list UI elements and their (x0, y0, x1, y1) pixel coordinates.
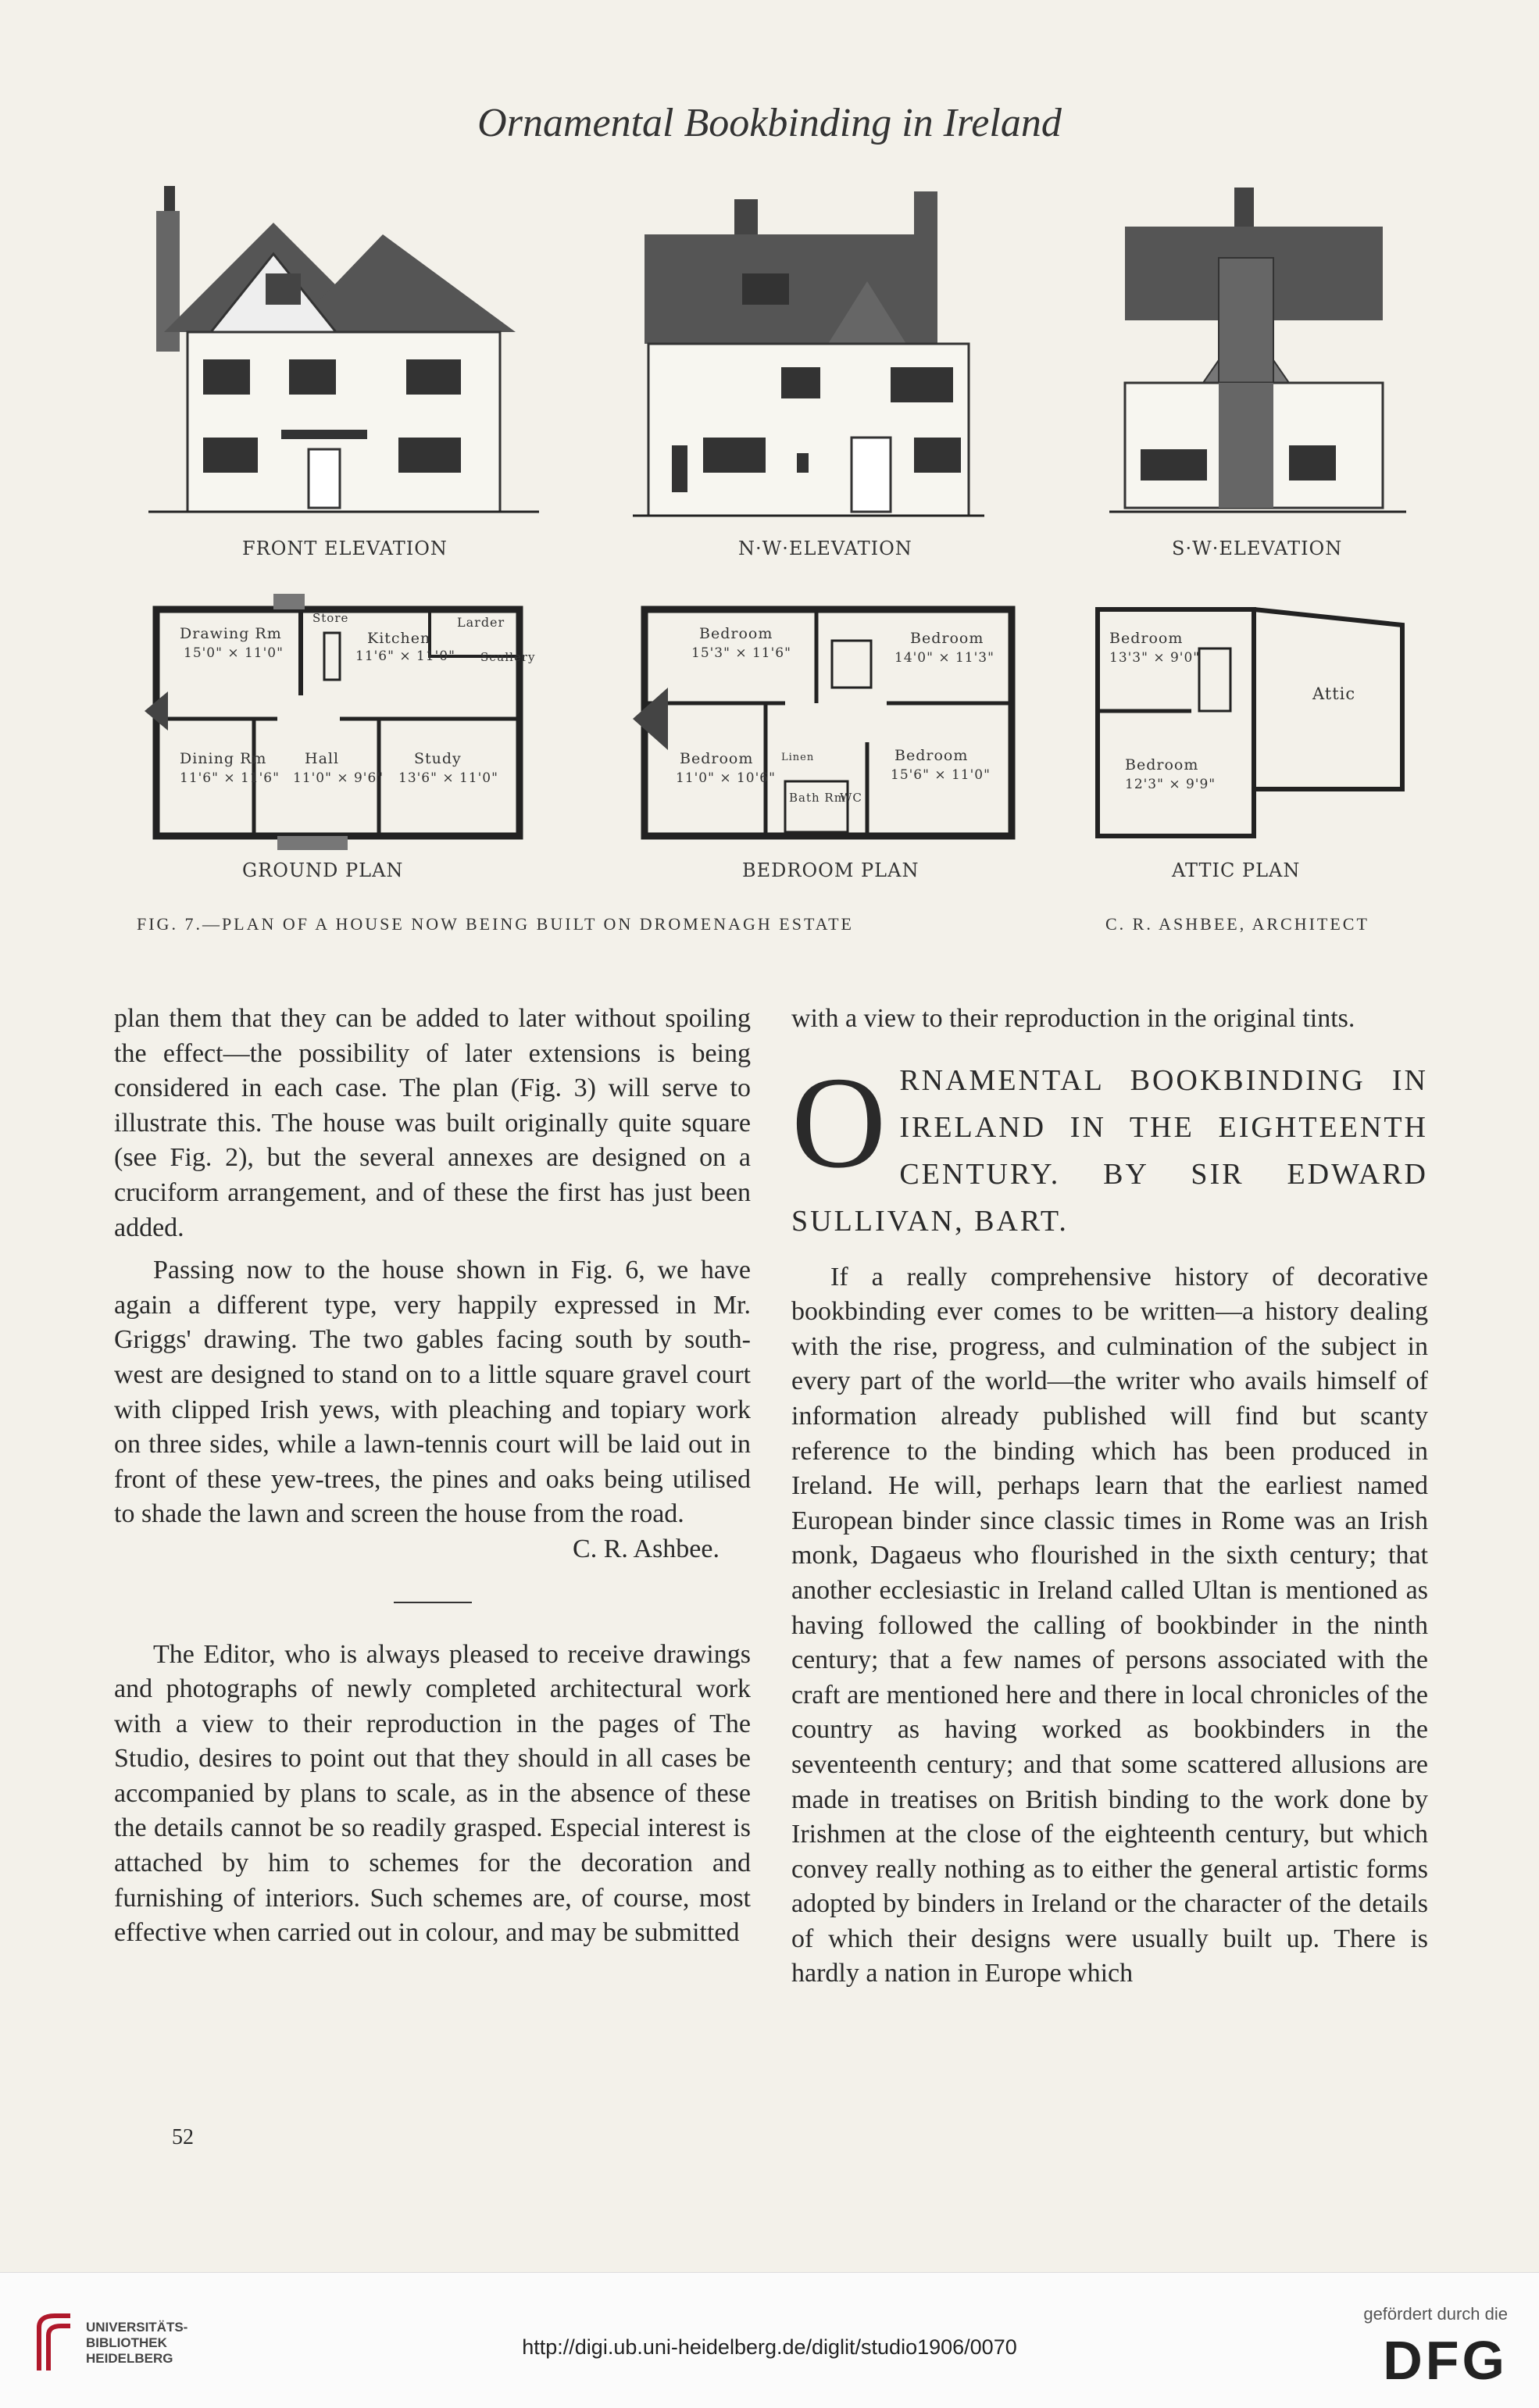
ground-plan-label: GROUND PLAN (242, 859, 404, 881)
bedroom-room-label-8: Bath Rm (789, 791, 846, 805)
ground-room-label-8: 11'6" × 11'6" (180, 770, 280, 786)
bedroom-room-label-10: Linen (781, 752, 815, 763)
article-heading-text: RNAMENTAL BOOKBINDING IN IRELAND IN THE EIGHTEENTH CENTURY. BY SIR EDWARD SULLIVAN, BART. (791, 1063, 1428, 1238)
left-paragraph-2-text: Passing now to the house shown in Fig. 6, we have again a different type, very happily expressed in Mr. Griggs' drawing. The two gables facing south by south-west are designed to stand on to a little square gravel court with clipped Irish yews, with pleaching and topiary work on three sides, while a lawn-tennis court will be laid out in front of these yew-trees, the pines and oaks being utilised to shade the lawn and screen the house from the road. (114, 1256, 751, 1529)
article-heading (791, 1049, 1428, 1245)
sw-elevation-drawing (1109, 180, 1406, 531)
sw-elevation-label: S·W·ELEVATION (1172, 538, 1343, 559)
attic-room-label-0: Bedroom (1109, 630, 1184, 647)
ground-room-label-3: 11'6" × 11'0" (355, 648, 455, 664)
bedroom-room-label-1: 15'3" × 11'6" (691, 645, 791, 661)
signature: C. R. Ashbee. (573, 1534, 720, 1563)
left-paragraph-3: The Editor, who is always pleased to receive drawings and photographs of newly completed architectural work with a view to their reproduction in the pages of The Studio, desires to point out that they should in all cases be accompanied by plans to scale, as in the absence of these the details cannot be so readily grasped. Especial interest is attached by him to schemes for the decoration and furnishing of interiors. Such schemes are, of course, most effective when carried out in colour, and may be submitted (114, 1639, 751, 1948)
ground-room-label-7: Dining Rm (180, 750, 267, 767)
bedroom-room-label-2: Bedroom (910, 630, 984, 647)
ground-room-label-4: Larder (457, 615, 505, 630)
right-paragraph-1: If a really comprehensive history of decorative bookbinding ever comes to be written—a history dealing with the rise, progress, and culmination of the subject in every part of the world—the writer who avails himself of information already published will find but scanty reference to the binding which has been produced in Ireland. He will, perhaps learn that the earliest named European binder since classic times in Rome was an Irish monk, Dagaeus who flourished in the sixth century; that another ecclesiastic in Ireland called Ultan is mentioned as having followed the calling of bookbinder in the ninth century; that a few names of persons associated with the craft are mentioned here and there in local chronicles of the country as having worked as bookbinders in the seventeenth century; and that some scattered allusions are made in treatises on British binding to the work done by Irishmen at the close of the eighteenth century, but which convey really nothing as to either the general artistic forms adopted by binders in Ireland or the character of the details of which their designs were usually built up. There is hardly a nation in Europe which (791, 1262, 1428, 1988)
bedroom-room-label-0: Bedroom (699, 625, 773, 642)
front-elevation-drawing (148, 180, 539, 531)
bedroom-room-label-7: 15'6" × 11'0" (891, 767, 991, 783)
ground-room-label-9: Hall (305, 750, 340, 767)
left-paragraph-2 (114, 1253, 751, 1567)
left-column (114, 1002, 751, 1951)
page-number: 52 (172, 2125, 194, 2149)
figure-credit: C. R. ASHBEE, ARCHITECT (1105, 914, 1369, 934)
ground-room-label-2: Kitchen (367, 630, 431, 647)
ground-room-label-12: 13'6" × 11'0" (398, 770, 498, 786)
ground-room-label-11: Study (414, 750, 462, 767)
ground-room-label-10: 11'0" × 9'6" (293, 770, 384, 786)
bedroom-room-label-6: Bedroom (894, 747, 969, 764)
attic-room-label-1: 13'3" × 9'0" (1109, 650, 1201, 666)
attic-room-label-4: 12'3" × 9'9" (1125, 777, 1216, 792)
permalink[interactable]: http://digi.ub.uni-heidelberg.de/diglit/studio1906/0070 (522, 2335, 1017, 2359)
bedroom-plan-label: BEDROOM PLAN (742, 859, 919, 881)
front-elevation-label: FRONT ELEVATION (242, 538, 448, 559)
bedroom-room-label-9: WC (840, 791, 862, 805)
ground-room-label-5: Scullery (480, 650, 536, 664)
bedroom-room-label-3: 14'0" × 11'3" (894, 650, 994, 666)
dfg-logo: DFG (1383, 2330, 1508, 2391)
nw-elevation-label: N·W·ELEVATION (738, 538, 912, 559)
figure-caption: FIG. 7.—PLAN OF A HOUSE NOW BEING BUILT ON DROMENAGH ESTATE (137, 914, 854, 934)
right-column (791, 1002, 1428, 1992)
left-paragraph-1: plan them that they can be added to later without spoiling the effect—the possibility of later extensions is being considered in each case. The plan (Fig. 3) will serve to illustrate this. The house was built originally quite square (see Fig. 2), but the several annexes are designed on a cruciform arrangement, and of these the first has just been added. (114, 1004, 751, 1242)
ground-room-label-1: 15'0" × 11'0" (184, 645, 284, 661)
right-paragraph-0: with a view to their reproduction in the original tints. (791, 1004, 1355, 1033)
ground-room-label-6: Store (312, 611, 349, 625)
funded-by-label: gefördert durch die (1363, 2304, 1508, 2324)
section-divider (394, 1602, 472, 1603)
attic-plan-label: ATTIC PLAN (1172, 859, 1301, 881)
attic-room-label-3: Bedroom (1125, 756, 1199, 773)
drop-cap: O (791, 1049, 889, 1195)
page-title: Ornamental Bookbinding in Ireland (477, 101, 1062, 145)
digitization-footer (0, 2272, 1539, 2408)
library-name-line-3: HEIDELBERG (86, 2351, 173, 2366)
bedroom-room-label-4: Bedroom (680, 750, 754, 767)
library-name-line-1: UNIVERSITÄTS- (86, 2320, 188, 2335)
nw-elevation-drawing (633, 188, 984, 531)
library-name-line-2: BIBLIOTHEK (86, 2335, 167, 2350)
bedroom-room-label-5: 11'0" × 10'6" (676, 770, 776, 786)
ground-room-label-0: Drawing Rm (180, 625, 282, 642)
attic-room-label-2: Attic (1312, 684, 1356, 703)
